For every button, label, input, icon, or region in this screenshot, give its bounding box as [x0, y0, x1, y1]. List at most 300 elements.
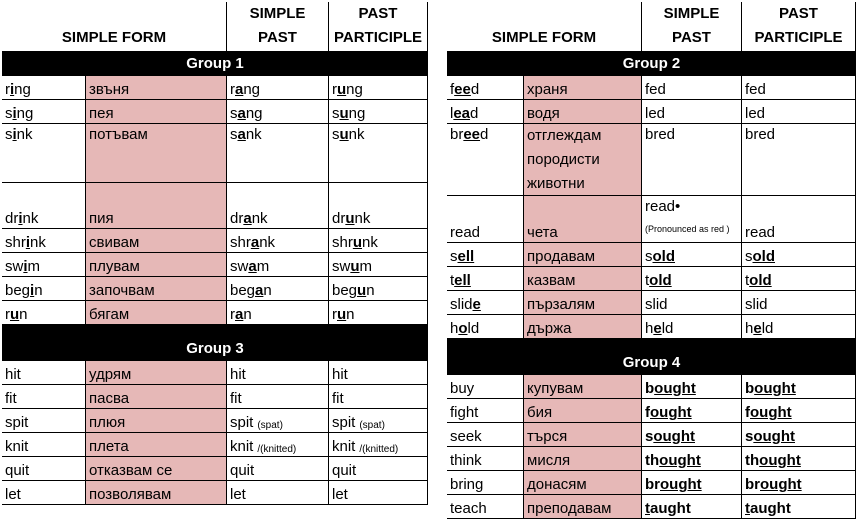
translation-text: свивам [89, 234, 140, 251]
word-part: s [332, 105, 340, 122]
verb-base-cell [2, 253, 85, 276]
word-highlight: ought [753, 428, 795, 445]
past-participle-cell [328, 361, 428, 384]
word-part: h [745, 320, 754, 337]
translation-text: бия [527, 404, 553, 421]
word-part: slid [450, 296, 473, 313]
simple-past-cell [226, 361, 328, 384]
table-row [2, 183, 428, 229]
word-part: nk [354, 210, 371, 227]
past-participle-cell [741, 423, 856, 446]
word-highlight: ell [457, 248, 475, 265]
word-text: slid [645, 296, 668, 313]
table-row [2, 481, 428, 505]
verb-base-cell [2, 457, 85, 480]
verb-base-cell [2, 361, 85, 384]
translation-cell [523, 100, 641, 123]
word-part: s [450, 248, 458, 265]
translation-cell [85, 385, 226, 408]
word-text [645, 500, 691, 517]
table-row [447, 76, 856, 100]
word-part: ng [243, 81, 261, 98]
header-pp-line1: PAST [779, 5, 818, 22]
word-text: led [745, 105, 766, 122]
simple-past-cell [226, 100, 328, 123]
header-simple-form-text: SIMPLE FORM [491, 29, 597, 46]
word-part: shr [332, 234, 353, 251]
verb-base-cell [447, 471, 523, 494]
word-text: bred [745, 126, 776, 143]
word-part: m [27, 258, 41, 275]
word-text: fit [5, 390, 17, 407]
table-row [447, 243, 856, 267]
translation-cell [523, 315, 641, 338]
translation-text: търся [527, 428, 568, 445]
translation-text: преподавам [527, 500, 612, 517]
word-highlight: u [345, 210, 355, 227]
word-highlight: i [23, 258, 28, 275]
word-part: r [230, 81, 235, 98]
word-part: nk [251, 210, 268, 227]
table-row [2, 433, 428, 457]
simple-past-cell [641, 399, 741, 422]
word-highlight: ell [454, 272, 471, 289]
translation-cell [523, 267, 641, 290]
header-pp-line2: PARTICIPLE [333, 29, 423, 46]
translation-text: позволявам [89, 486, 172, 503]
translation-text: животни [527, 175, 585, 192]
translation-text: държа [527, 320, 572, 337]
header-row [447, 2, 856, 52]
translation-cell [85, 183, 226, 228]
word-highlight: ought [650, 404, 692, 421]
table-row [447, 399, 856, 423]
past-participle-cell [741, 100, 856, 123]
left-verb-table [2, 2, 428, 505]
word-text: fight [450, 404, 479, 421]
translation-text: водя [527, 105, 560, 122]
word-text [645, 380, 696, 397]
word-highlight: u [10, 306, 20, 323]
word-part: h [450, 320, 459, 337]
word-part: ld [467, 320, 480, 337]
table-row [447, 124, 856, 196]
simple-past-cell [226, 385, 328, 408]
translation-text: чета [527, 224, 558, 241]
word-highlight: u [339, 105, 349, 122]
translation-text: пея [89, 105, 114, 122]
translation-text: отглеждам [527, 127, 602, 144]
header-pp-line1: PAST [358, 5, 398, 22]
form-note: (spat) [359, 420, 385, 431]
table-row [447, 196, 856, 243]
translation-cell [523, 124, 641, 195]
word-part: sw [5, 258, 24, 275]
word-part: sw [230, 258, 249, 275]
word-highlight: a [237, 105, 246, 122]
word-part: s [745, 428, 754, 445]
word-part: l [450, 105, 454, 122]
past-participle-cell [328, 301, 428, 324]
header-simple-form-text: SIMPLE FORM [61, 29, 167, 46]
past-participle-cell [741, 196, 856, 242]
header-pp-line2: PARTICIPLE [754, 29, 843, 46]
word-part: t [450, 272, 455, 289]
table-row [447, 423, 856, 447]
word-text: let [332, 486, 348, 503]
table-row [447, 495, 856, 519]
simple-past-cell [226, 76, 328, 99]
word-text: knit [230, 438, 254, 455]
word-text [745, 452, 801, 469]
translation-text: започвам [89, 282, 155, 299]
past-participle-cell [741, 124, 856, 195]
word-part: s [332, 126, 340, 143]
word-part: r [332, 81, 337, 98]
word-text: knit [5, 438, 29, 455]
word-part: read [450, 224, 481, 241]
word-part: s [645, 428, 654, 445]
word-part: f [450, 81, 455, 98]
translation-cell [85, 433, 226, 456]
simple-past-cell [226, 277, 328, 300]
translation-cell [85, 481, 226, 504]
word-part: ng [14, 81, 31, 98]
table-row [2, 385, 428, 409]
translation-text: плувам [89, 258, 140, 275]
translation-cell [523, 291, 641, 314]
word-highlight: a [248, 258, 257, 275]
word-highlight: old [749, 272, 772, 289]
verb-base-cell [2, 481, 85, 504]
verb-base-cell [2, 183, 85, 228]
header-simple-past-line2: PAST [258, 29, 297, 46]
word-part: th [745, 452, 760, 469]
verb-base-cell [447, 291, 523, 314]
word-text: knit [332, 438, 356, 455]
simple-past-cell [226, 433, 328, 456]
table-row [2, 409, 428, 433]
group-2-bar: Group 2 [447, 52, 856, 76]
past-participle-cell [328, 409, 428, 432]
word-part: ng [348, 105, 366, 122]
word-part: beg [230, 282, 256, 299]
table-row [447, 447, 856, 471]
word-highlight: o [458, 320, 468, 337]
word-part: n [263, 282, 272, 299]
translation-text: купувам [527, 380, 584, 397]
word-text: quit [230, 462, 255, 479]
translation-cell [85, 277, 226, 300]
translation-cell [85, 100, 226, 123]
simple-past-cell [641, 267, 741, 290]
simple-past-cell [641, 291, 741, 314]
word-text: read [645, 198, 676, 215]
verb-base-cell [447, 76, 523, 99]
word-highlight: a [235, 306, 244, 323]
word-highlight: ought [660, 476, 702, 493]
simple-past-cell [641, 196, 741, 242]
word-text [745, 380, 796, 397]
verb-base-cell [2, 433, 85, 456]
verb-base-cell [2, 409, 85, 432]
word-part: beg [332, 282, 358, 299]
translation-cell [85, 301, 226, 324]
word-part: ld [661, 320, 674, 337]
group-1-bar: Group 1 [2, 52, 428, 76]
word-highlight: ought [760, 476, 802, 493]
word-part: s [645, 248, 653, 265]
translation-cell [523, 375, 641, 398]
simple-past-cell [226, 183, 328, 228]
word-part: s [5, 105, 13, 122]
translation-text: храня [527, 81, 568, 98]
word-part: n [346, 306, 355, 323]
word-part: d [470, 81, 480, 98]
past-participle-cell [328, 457, 428, 480]
header-simple-form [2, 2, 226, 51]
simple-past-cell [641, 100, 741, 123]
word-text: spit [5, 414, 29, 431]
word-part: t [745, 500, 750, 517]
word-highlight: u [337, 81, 347, 98]
word-highlight: a [250, 234, 260, 251]
form-note: /(knitted) [257, 444, 297, 455]
word-part: nk [348, 126, 365, 143]
translation-text: пия [89, 210, 114, 227]
word-highlight: ought [654, 380, 696, 397]
table-row [447, 375, 856, 399]
word-part: shr [230, 234, 251, 251]
word-part: nk [16, 126, 33, 143]
header-simple-past [226, 2, 328, 51]
simple-past-cell [226, 253, 328, 276]
verb-base-cell [447, 196, 523, 242]
word-highlight: u [352, 234, 363, 251]
word-highlight: i [10, 81, 15, 98]
word-part: t [645, 500, 650, 517]
translation-text: звъня [89, 81, 130, 98]
translation-text: пасва [89, 390, 130, 407]
word-part: br [745, 476, 760, 493]
word-highlight: ought [659, 452, 701, 469]
word-highlight: e [653, 320, 662, 337]
simple-past-cell [226, 229, 328, 252]
translation-text: мисля [527, 452, 571, 469]
past-participle-cell [328, 433, 428, 456]
past-participle-cell [741, 243, 856, 266]
translation-text: пързалям [527, 296, 596, 313]
word-part: s [745, 248, 753, 265]
word-highlight: u [337, 306, 347, 323]
verb-base-cell [447, 375, 523, 398]
word-text: bred [645, 126, 676, 143]
word-part: n [34, 282, 43, 299]
translation-text: плюя [89, 414, 126, 431]
word-part: n [366, 282, 375, 299]
word-part: dr [5, 210, 19, 227]
past-participle-cell [741, 291, 856, 314]
past-form-line [645, 196, 680, 218]
translation-cell [523, 399, 641, 422]
word-part: dr [332, 210, 346, 227]
translation-cell [85, 124, 226, 182]
header-past-participle [741, 2, 856, 51]
word-part: ld [761, 320, 774, 337]
word-highlight: aught [650, 500, 691, 517]
past-participle-cell [741, 267, 856, 290]
word-highlight: ought [750, 404, 792, 421]
header-simple-past-line1: SIMPLE [249, 5, 306, 22]
word-text [745, 404, 792, 421]
pronunciation-mark: • [675, 198, 681, 215]
word-part: r [5, 81, 10, 98]
word-highlight: a [255, 282, 264, 299]
word-highlight: ee [463, 126, 481, 143]
translation-text: породисти [527, 151, 600, 168]
word-highlight: i [30, 282, 35, 299]
table-row [447, 291, 856, 315]
word-part: h [645, 320, 654, 337]
simple-past-cell [641, 76, 741, 99]
verb-base-cell [447, 447, 523, 470]
header-row [2, 2, 428, 52]
group-1-rows [2, 76, 428, 325]
word-highlight: ee [454, 81, 471, 98]
past-participle-cell [741, 76, 856, 99]
word-highlight: i [12, 105, 17, 122]
word-text [645, 452, 701, 469]
header-past-participle [328, 2, 428, 51]
translation-cell [523, 423, 641, 446]
header-simple-past-line2: PAST [672, 29, 711, 46]
word-part: ng [245, 105, 263, 122]
simple-past-cell [641, 447, 741, 470]
word-part: t [645, 272, 650, 289]
word-text: buy [450, 380, 475, 397]
pronunciation-note: (Pronounced as red ) [645, 224, 730, 234]
simple-past-cell [226, 409, 328, 432]
word-highlight: a [237, 126, 246, 143]
word-text: hit [5, 366, 21, 383]
word-text: led [645, 105, 666, 122]
past-participle-cell [328, 385, 428, 408]
word-text: quit [5, 462, 30, 479]
past-participle-cell [328, 229, 428, 252]
word-part: n [243, 306, 252, 323]
group-4-rows [447, 375, 856, 519]
word-part: th [645, 452, 660, 469]
translation-cell [85, 457, 226, 480]
simple-past-cell [641, 423, 741, 446]
word-highlight: old [752, 248, 775, 265]
word-highlight: ea [453, 105, 471, 122]
word-highlight: a [235, 81, 244, 98]
word-part: nk [362, 234, 378, 251]
word-part: r [230, 306, 235, 323]
header-simple-form [447, 2, 641, 51]
translation-cell [85, 409, 226, 432]
word-text [745, 428, 795, 445]
word-highlight: u [339, 126, 349, 143]
past-participle-cell [328, 100, 428, 123]
verb-base-cell [2, 301, 85, 324]
simple-past-cell [226, 301, 328, 324]
verb-base-cell [447, 243, 523, 266]
group-3-rows [2, 361, 428, 505]
word-highlight: u [350, 258, 360, 275]
word-part: ng [16, 105, 34, 122]
word-part: nk [259, 234, 276, 251]
simple-past-cell [226, 481, 328, 504]
group-4-bar: Group 4 [447, 339, 856, 375]
translation-text: бягам [89, 306, 130, 323]
table-row [2, 301, 428, 325]
simple-past-cell [641, 315, 741, 338]
past-participle-cell [741, 399, 856, 422]
past-participle-cell [328, 124, 428, 182]
table-row [2, 76, 428, 100]
group-3-bar: Group 3 [2, 325, 428, 361]
past-participle-cell [328, 277, 428, 300]
table-row [447, 471, 856, 495]
translation-text: отказвам се [89, 462, 173, 479]
word-part: sw [332, 258, 351, 275]
word-part: dr [230, 210, 244, 227]
translation-text: казвам [527, 272, 576, 289]
word-part: f [645, 404, 650, 421]
simple-past-cell [641, 471, 741, 494]
simple-past-cell [641, 375, 741, 398]
word-highlight: e [472, 296, 481, 313]
past-participle-cell [741, 315, 856, 338]
word-highlight: ought [759, 452, 801, 469]
word-text: teach [450, 500, 487, 517]
word-part: nk [245, 126, 262, 143]
translation-text: удрям [89, 366, 132, 383]
table-row [2, 229, 428, 253]
verb-base-cell [447, 124, 523, 195]
word-text: hit [230, 366, 246, 383]
word-text: fed [645, 81, 666, 98]
word-text [645, 476, 702, 493]
table-row [447, 100, 856, 124]
right-verb-table [447, 2, 856, 519]
translation-cell [523, 76, 641, 99]
table-row [2, 361, 428, 385]
word-highlight: ought [653, 428, 695, 445]
word-part: m [359, 258, 373, 275]
table-row [2, 457, 428, 481]
verb-base-cell [447, 267, 523, 290]
simple-past-cell [641, 243, 741, 266]
past-participle-cell [741, 447, 856, 470]
word-highlight: u [357, 282, 367, 299]
translation-cell [85, 361, 226, 384]
verb-base-cell [2, 385, 85, 408]
verb-base-cell [447, 423, 523, 446]
translation-text: продавам [527, 248, 596, 265]
table-row [447, 267, 856, 291]
word-part: n [19, 306, 28, 323]
table-row [2, 124, 428, 183]
word-text: seek [450, 428, 482, 445]
table-row [2, 100, 428, 124]
word-text: slid [745, 296, 768, 313]
word-part: beg [5, 282, 31, 299]
word-highlight: ought [754, 380, 796, 397]
word-part: r [332, 306, 337, 323]
